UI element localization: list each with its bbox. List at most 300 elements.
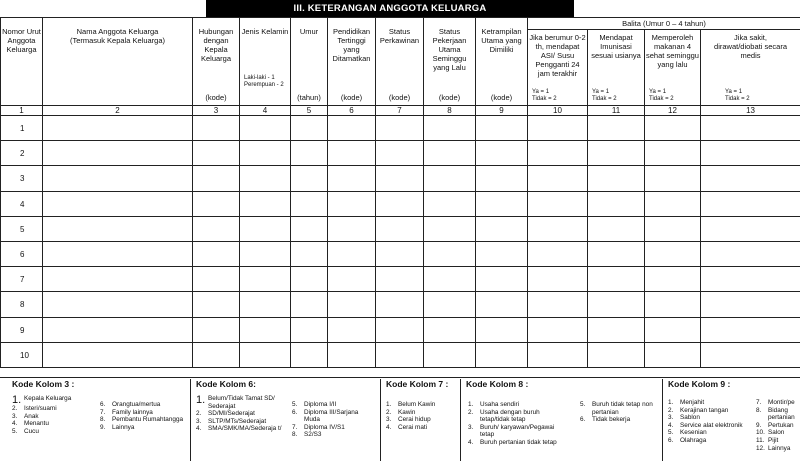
entry-cell[interactable] bbox=[424, 267, 476, 292]
row-number: 2 bbox=[1, 141, 43, 166]
row-number: 1 bbox=[1, 116, 43, 141]
legend-code: 6. bbox=[580, 416, 586, 424]
entry-cell[interactable] bbox=[240, 191, 291, 216]
legend-kolom-9 bbox=[668, 381, 800, 461]
legend-text: Menantu bbox=[24, 420, 49, 428]
entry-cell[interactable] bbox=[476, 267, 528, 292]
entry-cell[interactable] bbox=[476, 216, 528, 241]
legend-item bbox=[756, 422, 800, 430]
legend-code: 3. bbox=[386, 416, 392, 424]
entry-cell[interactable] bbox=[476, 342, 528, 367]
entry-cell[interactable] bbox=[588, 267, 645, 292]
legend-code: 1. bbox=[668, 399, 674, 406]
header-education: Pendidikan Tertinggi yang Ditamatkan (kode) bbox=[328, 18, 376, 106]
legend-text: S2/S3 bbox=[304, 431, 322, 439]
legend-code: 5. bbox=[668, 429, 674, 437]
legend-item bbox=[756, 429, 800, 437]
entry-cell[interactable] bbox=[528, 191, 588, 216]
legend-item bbox=[468, 439, 564, 447]
entry-cell[interactable] bbox=[291, 267, 328, 292]
legend-item bbox=[292, 424, 374, 432]
code-legend bbox=[0, 377, 800, 461]
column-number: 5 bbox=[291, 106, 328, 116]
entry-cell[interactable] bbox=[476, 292, 528, 317]
entry-cell[interactable] bbox=[328, 191, 376, 216]
entry-cell[interactable] bbox=[240, 141, 291, 166]
legend-text: SMA/SMK/MA/Sederaja t/ bbox=[208, 425, 282, 433]
entry-cell[interactable] bbox=[424, 317, 476, 342]
entry-cell[interactable] bbox=[376, 317, 424, 342]
entry-cell[interactable] bbox=[193, 241, 240, 266]
legend-text: Cerai hidup bbox=[398, 416, 431, 424]
entry-cell[interactable] bbox=[701, 216, 800, 241]
legend-item bbox=[196, 418, 284, 426]
legend-text: Belum Kawin bbox=[398, 401, 436, 408]
entry-cell[interactable] bbox=[43, 166, 193, 191]
column-number: 3 bbox=[193, 106, 240, 116]
entry-cell[interactable] bbox=[376, 116, 424, 141]
legend-code: 8. bbox=[756, 406, 762, 414]
legend-code: 6. bbox=[292, 408, 298, 416]
entry-cell[interactable] bbox=[291, 292, 328, 317]
column-number: 10 bbox=[528, 106, 588, 116]
entry-cell[interactable] bbox=[588, 116, 645, 141]
entry-cell[interactable] bbox=[43, 317, 193, 342]
header-nutrition: Memperoleh makanan 4 sehat seminggu yang lalu Ya = 1 Tidak = 2 bbox=[645, 30, 701, 106]
legend-item bbox=[668, 407, 754, 415]
legend-code: 11. bbox=[756, 436, 765, 444]
legend-code: 4. bbox=[386, 423, 392, 431]
legend-item bbox=[12, 413, 98, 421]
entry-cell[interactable] bbox=[376, 241, 424, 266]
legend-kolom-8 bbox=[466, 381, 656, 461]
entry-cell[interactable] bbox=[645, 141, 701, 166]
entry-cell[interactable] bbox=[193, 141, 240, 166]
entry-cell[interactable] bbox=[588, 191, 645, 216]
entry-cell[interactable] bbox=[588, 166, 645, 191]
entry-cell[interactable] bbox=[376, 141, 424, 166]
header-relationship: Hubungan dengan Kepala Keluarga (kode) bbox=[193, 18, 240, 106]
entry-cell[interactable] bbox=[240, 216, 291, 241]
entry-cell[interactable] bbox=[291, 241, 328, 266]
legend-code: 3. bbox=[12, 412, 18, 420]
entry-cell[interactable] bbox=[43, 216, 193, 241]
entry-cell[interactable] bbox=[424, 216, 476, 241]
entry-cell[interactable] bbox=[291, 141, 328, 166]
column-number: 9 bbox=[476, 106, 528, 116]
header-immunization: Mendapat Imunisasi sesuai usianya Ya = 1 Tidak = 2 bbox=[588, 30, 645, 106]
legend-item bbox=[100, 409, 184, 417]
legend-item bbox=[756, 399, 800, 407]
entry-cell[interactable] bbox=[328, 241, 376, 266]
legend-code: 5. bbox=[580, 401, 586, 408]
legend-item bbox=[292, 401, 374, 409]
legend-text: Kerajinan tangan bbox=[680, 406, 729, 414]
entry-cell[interactable] bbox=[376, 342, 424, 367]
entry-cell[interactable] bbox=[376, 292, 424, 317]
entry-cell[interactable] bbox=[291, 342, 328, 367]
legend-title: Kode Kolom 6: bbox=[196, 379, 256, 389]
legend-item bbox=[12, 428, 98, 436]
entry-cell[interactable] bbox=[528, 116, 588, 141]
legend-text: SLTP/MTs/Sederajat bbox=[208, 417, 267, 425]
entry-cell[interactable] bbox=[528, 241, 588, 266]
entry-cell[interactable] bbox=[645, 166, 701, 191]
entry-cell[interactable] bbox=[645, 292, 701, 317]
legend-text: Usaha dengan buruh tetap/tidak tetap bbox=[480, 408, 540, 424]
header-balita-group: Balita (Umur 0 – 4 tahun) bbox=[528, 18, 800, 30]
legend-text: Lainnya bbox=[112, 423, 135, 431]
column-number: 8 bbox=[424, 106, 476, 116]
legend-code: 3. bbox=[196, 417, 202, 425]
entry-cell[interactable] bbox=[240, 317, 291, 342]
legend-item bbox=[386, 409, 458, 417]
member-row bbox=[1, 141, 800, 166]
legend-text: Cucu bbox=[24, 427, 39, 435]
legend-item bbox=[292, 431, 374, 439]
entry-cell[interactable] bbox=[476, 116, 528, 141]
legend-text: Salon bbox=[768, 429, 785, 437]
legend-code: 8. bbox=[100, 416, 106, 424]
member-row bbox=[1, 342, 800, 367]
legend-text: Olahraga bbox=[680, 436, 707, 444]
entry-cell[interactable] bbox=[645, 241, 701, 266]
legend-text: Pertukan bbox=[768, 421, 794, 429]
entry-cell[interactable] bbox=[645, 191, 701, 216]
entry-cell[interactable] bbox=[328, 216, 376, 241]
row-number: 6 bbox=[1, 241, 43, 266]
legend-code: 7. bbox=[100, 408, 106, 416]
entry-cell[interactable] bbox=[43, 241, 193, 266]
legend-code: 4. bbox=[468, 438, 474, 446]
entry-cell[interactable] bbox=[645, 317, 701, 342]
entry-cell[interactable] bbox=[193, 267, 240, 292]
legend-code: 1. bbox=[386, 401, 392, 408]
entry-cell[interactable] bbox=[645, 116, 701, 141]
legend-item bbox=[668, 422, 754, 430]
legend-item bbox=[756, 437, 800, 445]
entry-cell[interactable] bbox=[240, 166, 291, 191]
legend-divider bbox=[190, 379, 191, 461]
legend-code: 4. bbox=[668, 421, 674, 429]
header-member-name: Nama Anggota Keluarga (Termasuk Kepala Keluarga) bbox=[43, 18, 193, 106]
legend-text: Isteri/suami bbox=[24, 405, 57, 412]
legend-item bbox=[386, 424, 458, 432]
legend-item bbox=[100, 401, 184, 409]
entry-cell[interactable] bbox=[193, 166, 240, 191]
column-number: 11 bbox=[588, 106, 645, 116]
legend-code: 6. bbox=[668, 436, 674, 444]
legend-item bbox=[468, 401, 564, 409]
row-number: 5 bbox=[1, 216, 43, 241]
legend-code: 7. bbox=[756, 399, 762, 406]
entry-cell[interactable] bbox=[240, 292, 291, 317]
entry-cell[interactable] bbox=[328, 267, 376, 292]
entry-cell[interactable] bbox=[645, 267, 701, 292]
legend-code: 9. bbox=[756, 421, 762, 429]
legend-code: 2. bbox=[668, 406, 674, 414]
legend-item bbox=[12, 420, 98, 428]
legend-item bbox=[756, 445, 800, 453]
legend-text: Buruh tidak tetap non pertanian bbox=[592, 401, 653, 416]
entry-cell[interactable] bbox=[240, 241, 291, 266]
entry-cell[interactable] bbox=[291, 166, 328, 191]
entry-cell[interactable] bbox=[701, 342, 800, 367]
section-title: III. KETERANGAN ANGGOTA KELUARGA bbox=[206, 0, 574, 17]
legend-code: 2. bbox=[386, 408, 392, 416]
legend-code: 9. bbox=[100, 423, 106, 431]
member-row bbox=[1, 166, 800, 191]
entry-cell[interactable] bbox=[701, 267, 800, 292]
legend-item bbox=[468, 424, 564, 439]
entry-cell[interactable] bbox=[193, 317, 240, 342]
member-row bbox=[1, 216, 800, 241]
column-number: 12 bbox=[645, 106, 701, 116]
header-main-skill: Ketrampilan Utama yang Dimiliki (kode) bbox=[476, 18, 528, 106]
legend-text: Family lainnya bbox=[112, 408, 153, 416]
entry-cell[interactable] bbox=[193, 191, 240, 216]
header-breastfeeding: Jika berumur 0-2 th, mendapat ASI/ Susu Pengganti 24 jam terakhir Ya = 1 Tidak = 2 bbox=[528, 30, 588, 106]
legend-item bbox=[668, 399, 754, 407]
entry-cell[interactable] bbox=[588, 317, 645, 342]
entry-cell[interactable] bbox=[43, 141, 193, 166]
legend-text: Menjahit bbox=[680, 399, 705, 406]
legend-text: Kawin bbox=[398, 408, 416, 416]
entry-cell[interactable] bbox=[424, 116, 476, 141]
legend-kolom-3 bbox=[12, 381, 190, 461]
legend-code: 4. bbox=[196, 425, 202, 433]
entry-cell[interactable] bbox=[424, 166, 476, 191]
legend-text: Kesenian bbox=[680, 429, 707, 437]
entry-cell[interactable] bbox=[43, 267, 193, 292]
entry-cell[interactable] bbox=[645, 342, 701, 367]
header-sex: Jenis Kelamin Laki-laki - 1 Perempuan - 2 bbox=[240, 18, 291, 106]
legend-divider bbox=[380, 379, 381, 461]
entry-cell[interactable] bbox=[43, 292, 193, 317]
legend-item bbox=[386, 401, 458, 409]
header-employment-status: Status Pekerjaan Utama Seminggu yang Lalu (kode) bbox=[424, 18, 476, 106]
legend-item bbox=[668, 429, 754, 437]
entry-cell[interactable] bbox=[701, 116, 800, 141]
legend-divider bbox=[460, 379, 461, 461]
column-number: 2 bbox=[43, 106, 193, 116]
entry-cell[interactable] bbox=[376, 166, 424, 191]
family-member-table bbox=[0, 17, 800, 368]
legend-text: Pijit bbox=[768, 436, 779, 444]
entry-cell[interactable] bbox=[328, 342, 376, 367]
entry-cell[interactable] bbox=[291, 116, 328, 141]
legend-code: 5. bbox=[292, 401, 298, 408]
column-number: 7 bbox=[376, 106, 424, 116]
entry-cell[interactable] bbox=[43, 191, 193, 216]
member-row bbox=[1, 241, 800, 266]
entry-cell[interactable] bbox=[528, 317, 588, 342]
row-number: 4 bbox=[1, 191, 43, 216]
legend-code: 3. bbox=[668, 414, 674, 422]
entry-cell[interactable] bbox=[588, 141, 645, 166]
entry-cell[interactable] bbox=[328, 116, 376, 141]
legend-kolom-7 bbox=[386, 381, 458, 461]
entry-cell[interactable] bbox=[424, 292, 476, 317]
entry-cell[interactable] bbox=[328, 141, 376, 166]
entry-cell[interactable] bbox=[528, 166, 588, 191]
entry-cell[interactable] bbox=[376, 267, 424, 292]
entry-cell[interactable] bbox=[328, 317, 376, 342]
legend-item bbox=[386, 416, 458, 424]
row-number: 9 bbox=[1, 317, 43, 342]
legend-text: Usaha sendiri bbox=[480, 401, 520, 408]
entry-cell[interactable] bbox=[43, 116, 193, 141]
legend-code: 12. bbox=[756, 444, 765, 452]
legend-code: 10. bbox=[756, 429, 765, 437]
member-row bbox=[1, 116, 800, 141]
entry-cell[interactable] bbox=[424, 342, 476, 367]
entry-cell[interactable] bbox=[528, 216, 588, 241]
entry-cell[interactable] bbox=[528, 267, 588, 292]
entry-cell[interactable] bbox=[193, 216, 240, 241]
legend-text: Buruh pertanian tidak tetap bbox=[480, 438, 557, 446]
legend-code: 1. bbox=[468, 401, 474, 408]
entry-cell[interactable] bbox=[193, 292, 240, 317]
entry-cell[interactable] bbox=[476, 241, 528, 266]
legend-item bbox=[12, 395, 98, 405]
entry-cell[interactable] bbox=[701, 166, 800, 191]
entry-cell[interactable] bbox=[476, 191, 528, 216]
entry-cell[interactable] bbox=[476, 166, 528, 191]
legend-text: Tidak bekerja bbox=[592, 416, 631, 424]
member-row bbox=[1, 317, 800, 342]
entry-cell[interactable] bbox=[193, 342, 240, 367]
legend-text: Orangtua/mertua bbox=[112, 401, 161, 408]
legend-text: Pembantu Rumahtangga bbox=[112, 416, 184, 424]
entry-cell[interactable] bbox=[701, 292, 800, 317]
legend-text: Buruh/ karyawan/Pegawai tetap bbox=[480, 423, 555, 439]
legend-text: Bidang pertanian bbox=[768, 406, 795, 422]
entry-cell[interactable] bbox=[193, 116, 240, 141]
legend-text: Diploma IV/S1 bbox=[304, 423, 345, 431]
entry-cell[interactable] bbox=[476, 317, 528, 342]
legend-item bbox=[580, 416, 656, 424]
legend-item bbox=[668, 437, 754, 445]
column-number: 1 bbox=[1, 106, 43, 116]
entry-cell[interactable] bbox=[528, 342, 588, 367]
legend-item bbox=[196, 410, 284, 418]
entry-cell[interactable] bbox=[328, 166, 376, 191]
legend-item bbox=[756, 407, 800, 422]
column-number: 4 bbox=[240, 106, 291, 116]
entry-cell[interactable] bbox=[588, 292, 645, 317]
legend-code: 2. bbox=[12, 405, 18, 412]
legend-item bbox=[100, 424, 184, 432]
entry-cell[interactable] bbox=[528, 141, 588, 166]
row-number: 3 bbox=[1, 166, 43, 191]
member-row bbox=[1, 267, 800, 292]
entry-cell[interactable] bbox=[528, 292, 588, 317]
legend-item bbox=[12, 405, 98, 413]
header-medical-care: Jika sakit, dirawat/diobati secara medis Ya = 1 Tidak = 2 bbox=[701, 30, 800, 106]
legend-item bbox=[668, 414, 754, 422]
legend-code: 8. bbox=[292, 431, 298, 439]
legend-code: 3. bbox=[468, 423, 474, 431]
entry-cell[interactable] bbox=[240, 342, 291, 367]
legend-item bbox=[100, 416, 184, 424]
legend-text: Montir/pe bbox=[768, 399, 795, 406]
entry-cell[interactable] bbox=[645, 216, 701, 241]
entry-cell[interactable] bbox=[701, 317, 800, 342]
column-number-row bbox=[1, 106, 800, 116]
legend-text: Cerai mati bbox=[398, 423, 428, 431]
legend-code: 2. bbox=[196, 410, 202, 418]
legend-code: 5. bbox=[12, 427, 18, 435]
legend-divider bbox=[662, 379, 663, 461]
entry-cell[interactable] bbox=[376, 216, 424, 241]
entry-cell[interactable] bbox=[424, 141, 476, 166]
column-number: 13 bbox=[701, 106, 800, 116]
header-marital-status: Status Perkawinan (kode) bbox=[376, 18, 424, 106]
entry-cell[interactable] bbox=[701, 241, 800, 266]
row-number: 7 bbox=[1, 267, 43, 292]
legend-title: Kode Kolom 8 : bbox=[466, 379, 529, 389]
header-age: Umur (tahun) bbox=[291, 18, 328, 106]
legend-item bbox=[468, 409, 564, 424]
entry-cell[interactable] bbox=[240, 116, 291, 141]
legend-item bbox=[292, 409, 374, 424]
legend-text: Diploma I/II bbox=[304, 401, 337, 408]
legend-text: SD/MI/Sederajat bbox=[208, 410, 255, 418]
entry-cell[interactable] bbox=[328, 292, 376, 317]
entry-cell[interactable] bbox=[291, 216, 328, 241]
row-number: 8 bbox=[1, 292, 43, 317]
legend-item bbox=[196, 425, 284, 433]
legend-text: Lainnya bbox=[768, 444, 791, 452]
legend-item bbox=[580, 401, 656, 416]
legend-kolom-6 bbox=[196, 381, 378, 461]
legend-text: Kepala Keluarga bbox=[24, 395, 72, 402]
entry-cell[interactable] bbox=[43, 342, 193, 367]
row-number: 10 bbox=[1, 342, 43, 367]
legend-title: Kode Kolom 9 : bbox=[668, 381, 731, 389]
legend-code: 6. bbox=[100, 401, 106, 408]
legend-title: Kode Kolom 7 : bbox=[386, 379, 449, 389]
entry-cell[interactable] bbox=[588, 241, 645, 266]
entry-cell[interactable] bbox=[476, 141, 528, 166]
column-number: 6 bbox=[328, 106, 376, 116]
legend-text: Service alat elektronik bbox=[680, 421, 743, 429]
legend-item bbox=[196, 395, 284, 410]
legend-title: Kode Kolom 3 : bbox=[12, 379, 75, 389]
entry-cell[interactable] bbox=[701, 141, 800, 166]
legend-code: 2. bbox=[468, 408, 474, 416]
legend-code: 1. bbox=[196, 394, 206, 406]
entry-cell[interactable] bbox=[291, 191, 328, 216]
legend-code: 7. bbox=[292, 423, 298, 431]
legend-text: Sablon bbox=[680, 414, 700, 422]
entry-cell[interactable] bbox=[588, 342, 645, 367]
legend-code: 1. bbox=[12, 394, 22, 406]
entry-cell[interactable] bbox=[376, 191, 424, 216]
entry-cell[interactable] bbox=[291, 317, 328, 342]
entry-cell[interactable] bbox=[240, 267, 291, 292]
entry-cell[interactable] bbox=[424, 191, 476, 216]
entry-cell[interactable] bbox=[424, 241, 476, 266]
legend-text: Anak bbox=[24, 412, 39, 420]
legend-text: Belum/Tidak Tamat SD/ Sederajat bbox=[208, 395, 275, 410]
member-row bbox=[1, 191, 800, 216]
entry-cell[interactable] bbox=[588, 216, 645, 241]
header-member-number: Nomor Urut Anggota Keluarga bbox=[1, 18, 43, 106]
entry-cell[interactable] bbox=[701, 191, 800, 216]
member-row bbox=[1, 292, 800, 317]
